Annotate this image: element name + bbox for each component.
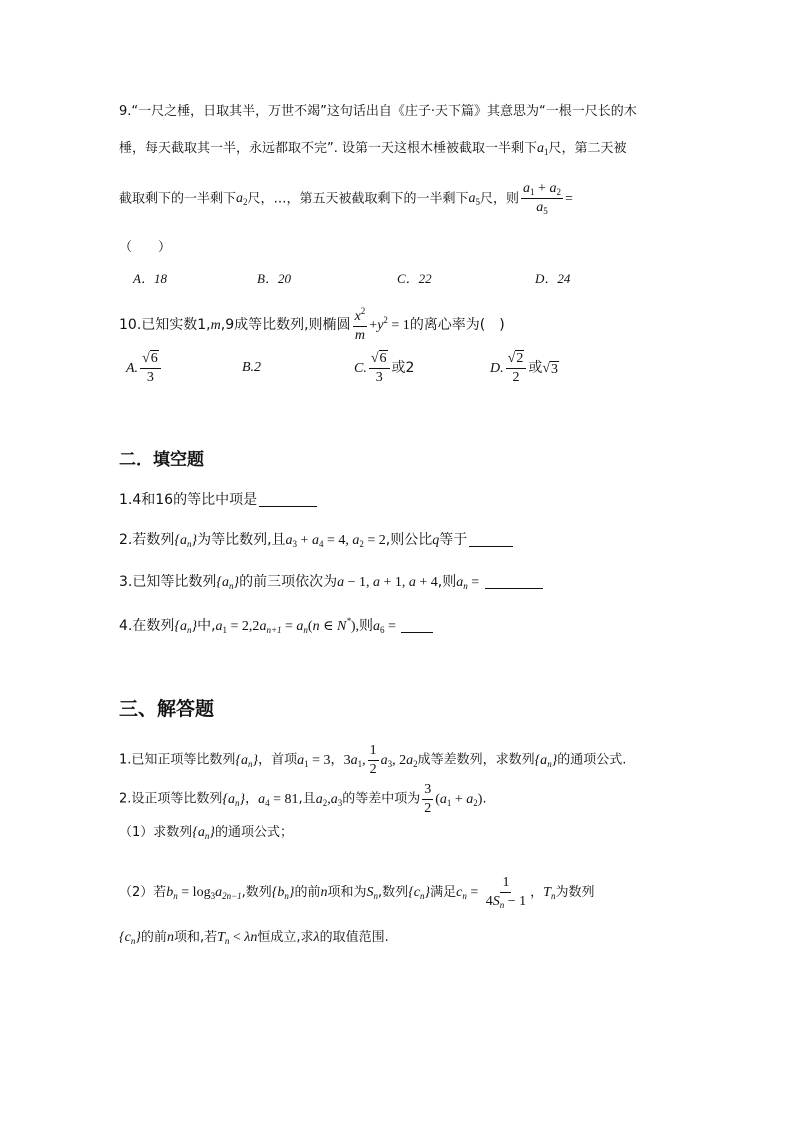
q9-option-c[interactable]: C．22 bbox=[397, 271, 432, 286]
solve-s1-text-b: 的通项公式； bbox=[215, 825, 294, 840]
solve-p2-s3: $\{c_n\}$的前n项和,若$T_n < \lambda n$恒成立,求λ的取值范围. bbox=[119, 930, 389, 946]
solve-s2-text-g: ， bbox=[530, 884, 544, 900]
q9-line2-tail: 尺，第二天被 bbox=[548, 141, 627, 156]
q10-line bbox=[119, 306, 505, 344]
solve-p1-text-a: 1.已知正项等比数列 bbox=[119, 752, 236, 768]
solve-p1: 1.已知正项等比数列$\{a_n\}$，首项$a_1 = 3$，$3a_1$, $\frac{1}{2}$ $a_3$, $2a_2$成等差数列，求数列$\{a_n\}$的通项公式. bbox=[119, 743, 627, 777]
q9-line3-text: 截取剩下的一半剩下 bbox=[119, 191, 237, 207]
fill-q3-blank[interactable] bbox=[485, 574, 543, 589]
solve-p1-text-e: 的通项公式. bbox=[557, 752, 627, 768]
solve-p1-text-c: ， bbox=[330, 752, 344, 768]
fill-q4-blank[interactable] bbox=[401, 618, 433, 633]
q10-text-a: 10.已知实数1, bbox=[119, 317, 211, 333]
fill-q3-text-b: 的前三项依次为 bbox=[239, 574, 338, 590]
q10-option-d[interactable]: D. √ 2 2 或√ 3 bbox=[490, 351, 558, 385]
q10-text-b: ,9成等比数列,则椭圆 bbox=[220, 317, 351, 333]
q9-fraction: $\frac{a_1 + a_2}{a_5}$ bbox=[523, 181, 561, 217]
fill-q1-text: 1.4和16的等比中项是 bbox=[119, 492, 258, 508]
fill-q2-text-b: 为等比数列,且 bbox=[197, 532, 286, 548]
fill-q2: 2.若数列$\{a_n\}$为等比数列,且$a_3 + a_4 = 4$, $a_2 = 2$,则公比q等于 bbox=[119, 532, 513, 550]
solve-p2-text-c: ,且 bbox=[298, 791, 316, 807]
fill-q2-text-a: 2.若数列 bbox=[119, 532, 175, 548]
solve-p1-text-b: ，首项 bbox=[258, 752, 298, 768]
q9-line2-text: 棰，每天截取其一半，永远都取不完”. 设第一天这根木棰被截取一半剩下 bbox=[119, 141, 537, 156]
solve-s2-text-d: 项和为 bbox=[327, 884, 367, 900]
q9-option-d[interactable]: D．24 bbox=[535, 271, 571, 286]
fill-q4-text-c: 则 bbox=[358, 618, 373, 634]
q9-equals: = bbox=[564, 191, 573, 207]
q9-line2 bbox=[119, 141, 627, 158]
fill-q2-text-d: 等于 bbox=[439, 532, 468, 548]
fill-q2-blank[interactable] bbox=[469, 532, 513, 547]
solve-s3-text-b: 项和,若 bbox=[173, 930, 218, 945]
fill-q4: 4.在数列$\{a_n\}$中$,a_1 = 2,2a_{n+1} = a_n(n$ ∈ N*),则$a_6$ = bbox=[119, 616, 433, 636]
q10-m: m bbox=[210, 318, 221, 333]
section2-title: 二．填空题 bbox=[119, 450, 204, 470]
q10-option-a[interactable]: A. √ 6 3 bbox=[126, 350, 163, 386]
solve-s2-text-f: 满足 bbox=[430, 884, 457, 900]
solve-p1-half: $\frac{1}{2}$ bbox=[369, 743, 377, 777]
fill-q4-text-b: 中, bbox=[197, 618, 216, 634]
fill-q1-blank[interactable] bbox=[259, 492, 317, 507]
solve-p2-text-d: 的等差中项为 bbox=[342, 791, 421, 807]
solve-p2-text-b: ， bbox=[245, 791, 259, 807]
q10-text-c: 的离心率为( ) bbox=[409, 317, 505, 333]
fill-q3: 3.已知等比数列$\{a_n\}$的前三项依次为a − 1, a + 1, a + 4,则$a_n$ = bbox=[119, 574, 543, 592]
solve-s2-text-h: 为数列 bbox=[555, 884, 595, 900]
solve-s2-text-c: 的前 bbox=[294, 884, 321, 900]
fill-q4-text-a: 4.在数列 bbox=[119, 618, 175, 634]
solve-s3-text-a: 的前 bbox=[140, 930, 167, 945]
q10-option-c[interactable]: C. √ 6 3 或2 bbox=[354, 351, 415, 385]
fill-q1 bbox=[119, 492, 317, 509]
q9-line3-then: 尺，则 bbox=[480, 191, 520, 207]
q9-a2: $a_2$ bbox=[236, 191, 248, 208]
q10-ellipse-rest: $+y^2 = 1$ bbox=[369, 315, 410, 333]
solve-s2-text-e: ,数列 bbox=[378, 884, 409, 900]
solve-s1-text-a: （1）求数列 bbox=[119, 825, 193, 840]
solve-p2-text-a: 2.设正项等比数列 bbox=[119, 791, 223, 807]
q10-ellipse-frac: $\frac{x^2}{m}$ bbox=[354, 306, 366, 343]
solve-p2: 2.设正项等比数列$\{a_n\}$，$a_4 = 81$,且$a_2,a_3$的等差中项为 $\frac{3}{2}$ $(a_1 + a_2)$. bbox=[119, 782, 487, 816]
q9-a1: $a_1$ bbox=[537, 141, 549, 157]
q9-option-b[interactable]: B．20 bbox=[257, 271, 291, 286]
solve-p2-threehalves: $\frac{3}{2}$ bbox=[424, 782, 432, 816]
q9-line3 bbox=[119, 180, 573, 218]
solve-s2-text-b: ,数列 bbox=[241, 884, 272, 900]
solve-s2-cn-frac: $\frac{1}{4S_n - 1}$ bbox=[485, 875, 527, 910]
solve-p1-text-d: 成等差数列，求数列 bbox=[417, 752, 535, 768]
solve-s2-text-a: （2）若 bbox=[119, 884, 167, 900]
q9-option-a[interactable]: A．18 bbox=[133, 271, 167, 286]
solve-s3-text-d: 的取值范围. bbox=[319, 930, 389, 945]
q9-line3-mid: 尺，…，第五天被截取剩下的一半剩下 bbox=[247, 191, 469, 207]
solve-p2-s1: （1）求数列$\{a_n\}$的通项公式； bbox=[119, 825, 294, 841]
solve-p2-s2: （2）若$b_n = \log_3a_{2n-1}$,数列$\{b_n\}$的前n项和为$S_n$,数列$\{c_n\}$满足$c_n$ = $\frac{1}{4S_n - 1}$ ，$T_n$为数列 bbox=[119, 875, 595, 910]
q10-option-b[interactable]: B.2 bbox=[242, 360, 262, 375]
fill-q2-text-c: ,则公比 bbox=[385, 532, 433, 548]
section3-title: 三、解答题 bbox=[119, 698, 215, 720]
fill-q3-text-a: 3.已知等比数列 bbox=[119, 574, 217, 590]
fill-q3-text-c: ,则 bbox=[437, 574, 457, 590]
solve-s3-text-c: 恒成立,求 bbox=[257, 930, 314, 945]
q9-paren: （ ） bbox=[119, 240, 172, 255]
solve-p2-text-e: . bbox=[482, 791, 487, 807]
q9-line1: 9.“一尺之棰，日取其半，万世不竭”这句话出自《庄子·天下篇》其意思为“一根一尺长的木 bbox=[119, 104, 637, 119]
q9-a5: $a_5$ bbox=[468, 191, 481, 208]
